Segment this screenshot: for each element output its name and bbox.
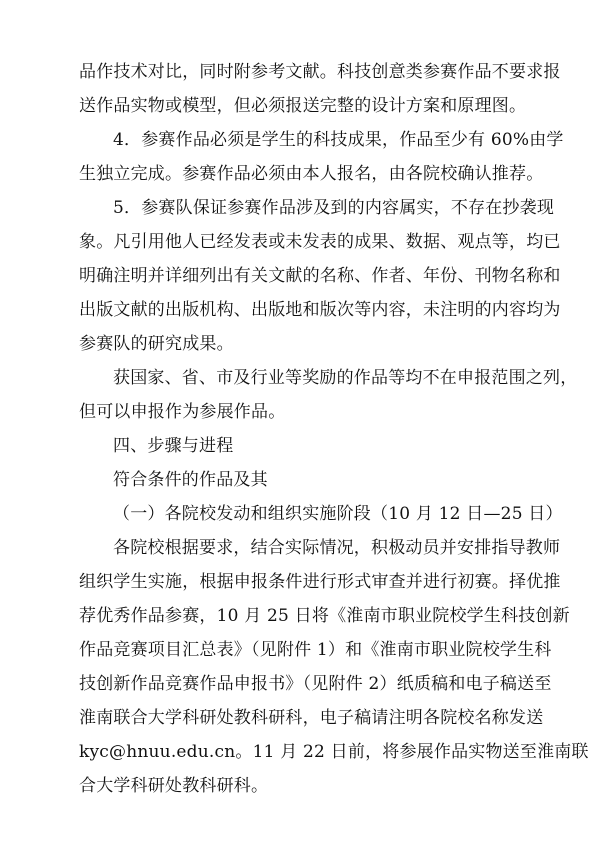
text-line: 合大学科研处教科研科。	[79, 776, 269, 796]
text-line: 象。凡引用他人已经发表或未发表的成果、数据、观点等，均已	[79, 232, 561, 252]
text-line: 出版文献的出版机构、出版地和版次等内容，未注明的内容均为	[79, 300, 561, 320]
text-line: 4．参赛作品必须是学生的科技成果，作品至少有 60%由学	[113, 130, 564, 150]
text-line: 品作技术对比，同时附参考文献。科技创意类参赛作品不要求报	[79, 62, 561, 82]
text-line: 送作品实物或模型，但必须报送完整的设计方案和原理图。	[79, 96, 527, 116]
text-line: 生独立完成。参赛作品必须由本人报名，由各院校确认推荐。	[79, 164, 544, 184]
text-line: 符合条件的作品及其	[113, 470, 268, 490]
text-line: 荐优秀作品参赛，10 月 25 日将《淮南市职业院校学生科技创新	[79, 606, 570, 626]
section-heading: 四、步骤与进程	[113, 436, 234, 456]
text-line: 作品竞赛项目汇总表》（见附件 1）和《淮南市职业院校学生科	[79, 640, 552, 660]
text-line: 获国家、省、市及行业等奖励的作品等均不在申报范围之列，	[113, 368, 578, 388]
text-line-email: kyc@hnuu.edu.cn。11 月 22 日前，将参展作品实物送至淮南联	[79, 742, 589, 762]
text-line: 技创新作品竞赛作品申报书》（见附件 2）纸质稿和电子稿送至	[79, 674, 552, 694]
text-line: 组织学生实施，根据申报条件进行形式审查并进行初赛。择优推	[79, 572, 561, 592]
text-line: 各院校根据要求，结合实际情况，积极动员并安排指导教师	[113, 538, 561, 558]
text-line: 明确注明并详细列出有关文献的名称、作者、年份、刊物名称和	[79, 266, 561, 286]
text-line: 但可以申报作为参展作品。	[79, 402, 286, 422]
text-line: 参赛队的研究成果。	[79, 334, 234, 354]
subsection-heading: （一）各院校发动和组织实施阶段（10 月 12 日—25 日）	[113, 504, 563, 524]
text-line: 淮南联合大学科研处教科研科，电子稿请注明各院校名称发送	[79, 708, 544, 728]
text-line: 5．参赛队保证参赛作品涉及到的内容属实，不存在抄袭现	[113, 198, 555, 218]
